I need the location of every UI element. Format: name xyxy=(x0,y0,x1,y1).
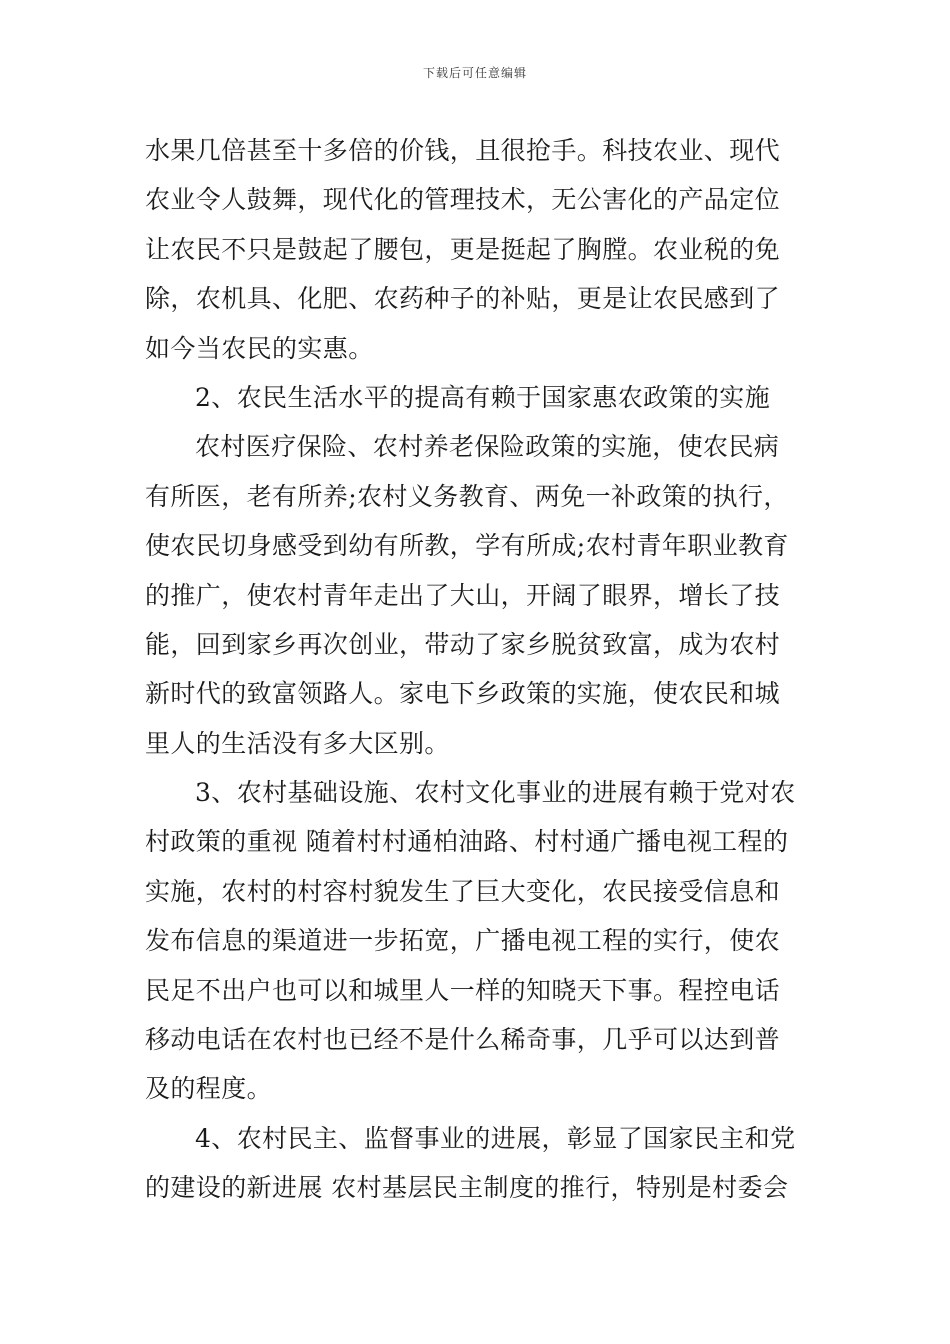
text-line: 如今当农民的实惠。 xyxy=(145,333,374,363)
text-line: 及的程度。 xyxy=(145,1074,273,1104)
text-line: 2、农民生活水平的提高有赖于国家惠农政策的实施 xyxy=(195,382,771,412)
text-line: 除，农机具、化肥、农药种子的补贴，更是让农民感到了 xyxy=(145,284,781,314)
text-line: 实施，农村的村容村貌发生了巨大变化，农民接受信息和 xyxy=(145,876,781,906)
text-line: 新时代的致富领路人。家电下乡政策的实施，使农民和城 xyxy=(145,679,781,709)
text-line: 使农民切身感受到幼有所教，学有所成;农村青年职业教育 xyxy=(145,531,789,561)
text-line: 的建设的新进展 农村基层民主制度的推行，特别是村委会 xyxy=(145,1173,789,1203)
text-line: 4、农村民主、监督事业的进展，彰显了国家民主和党 xyxy=(195,1123,796,1153)
text-line: 能，回到家乡再次创业，带动了家乡脱贫致富，成为农村 xyxy=(145,629,781,659)
body-text xyxy=(145,126,805,1213)
text-line: 的推广，使农村青年走出了大山，开阔了眼界，增长了技 xyxy=(145,580,781,610)
text-line: 农业令人鼓舞，现代化的管理技术，无公害化的产品定位 xyxy=(145,185,781,215)
text-line: 移动电话在农村也已经不是什么稀奇事，几乎可以达到普 xyxy=(145,1025,781,1055)
text-line: 让农民不只是鼓起了腰包，更是挺起了胸膛。农业税的免 xyxy=(145,234,781,264)
text-line: 水果几倍甚至十多倍的价钱，且很抢手。科技农业、现代 xyxy=(145,136,781,165)
text-line: 有所医，老有所养;农村义务教育、两免一补政策的执行， xyxy=(145,481,789,511)
text-line: 发布信息的渠道进一步拓宽，广播电视工程的实行，使农 xyxy=(145,926,781,956)
text-line: 3、农村基础设施、农村文化事业的进展有赖于党对农 xyxy=(195,778,796,808)
text-line: 民足不出户也可以和城里人一样的知晓天下事。程控电话 xyxy=(145,975,781,1005)
page-header: 下载后可任意编辑 xyxy=(422,66,527,80)
text-line: 农村医疗保险、农村养老保险政策的实施，使农民病 xyxy=(195,432,780,462)
text-line: 村政策的重视 随着村村通柏油路、村村通广播电视工程的 xyxy=(145,827,789,857)
text-line: 里人的生活没有多大区别。 xyxy=(145,728,450,758)
